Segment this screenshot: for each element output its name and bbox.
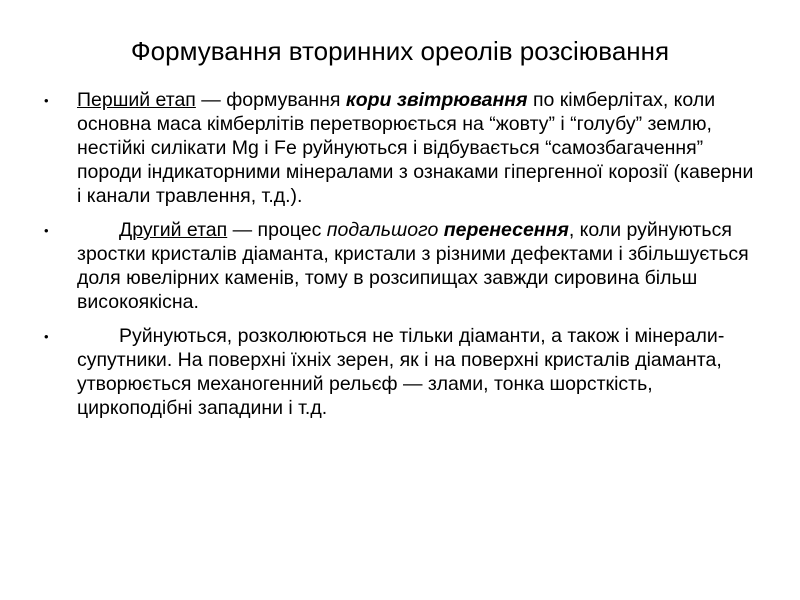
bullet-text: , коли руйнуються зростки кристалів діаманта, кристали з різними дефектами і збільшується доля ювелірних каменів, тому в розсипищах завжди сировина більш високоякісна. [77, 219, 749, 313]
bullet-icon: • [44, 223, 49, 238]
emphasis-text: подальшого [326, 219, 444, 241]
bullet-icon: • [44, 329, 49, 344]
bullet-list [0, 88, 800, 420]
emphasis-text: перенесення [443, 219, 569, 241]
stage-label: Перший етап [77, 89, 196, 111]
bullet-item [0, 218, 800, 314]
emphasis-text: кори звітрювання [345, 89, 528, 111]
bullet-text: по кімберлітах, коли основна маса кімберлітів перетворюється на “жовту” і “голубу” землю, нестійкі силікати Mg і Fe руйнуються і відбувається “самозбагачення” породи індикаторними мінералами з ознаками гіпергенної корозії (каверни і канали травлення, т.д.). [77, 89, 754, 207]
bullet-text: Руйнуються, розколюються не тільки діаманти, а також і мінерали-супутники. На поверхні їхніх зерен, як і на поверхні кристалів діаманта, утворюється механогенний рельєф — злами, тонка шорсткість, циркоподібні западини і т.д. [77, 325, 725, 419]
bullet-text: — процес [227, 219, 327, 241]
bullet-text: — формування [195, 89, 346, 111]
bullet-item [0, 88, 800, 208]
bullet-item [0, 324, 800, 420]
stage-label: Другий етап [119, 219, 228, 241]
slide-title: Формування вторинних ореолів розсіювання [130, 36, 670, 66]
bullet-icon: • [44, 93, 49, 108]
